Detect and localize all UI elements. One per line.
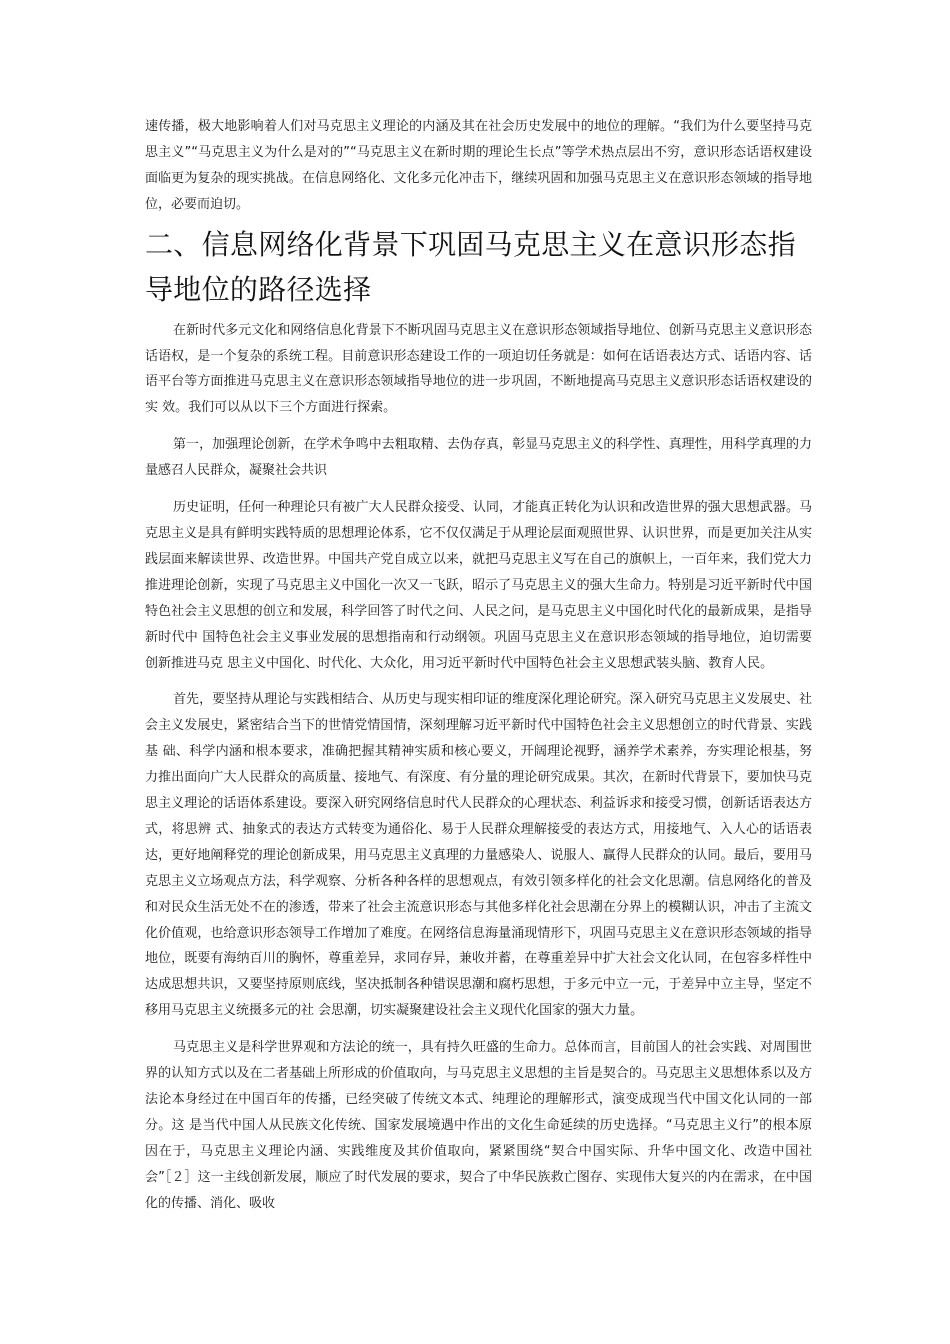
body-paragraph-4: 首先，要坚持从理论与实践相结合、从历史与现实相印证的维度深化理论研究。深入研究马克思主义发展史、社 会主义发展史，紧密结合当下的世情党情国情，深刻理解习近平新时代中国特色社会主义思想创立的时代背景、实践基 础、科学内涵和根本要求，准确把握其精神实质和核心要义，开阔理论视野，涵养学术素养，夯实理论根基，努力推出面向广大人民群众的高质量、接地气、有深度、有分量的理论研究成果。其次，在新时代背景下，要加快马克思主义理论的话语体系建设。要深入研究网络信息时代人民群众的心理状态、利益诉求和接受习惯，创新话语表达方式，将思辨 式、抽象式的表达方式转变为通俗化、易于人民群众理解接受的表达方式，用接地气、入人心的话语表达，更好地阐释党的理论创新成果，用马克思主义真理的力量感染人、说服人、赢得人民群众的认同。最后，要用马克思主义立场观点方法，科学观察、分析各种各样的思想观点，有效引领多样化的社会文化思潮。信息网络化的普及和对民众生活无处不在的渗透，带来了社会主流意识形态与其他多样化社会思潮在分界上的模糊认识，冲击了主流文化价值观，也给意识形态领导工作增加了难度。在网络信息海量涌现情形下，巩固马克思主义在意识形态领域的指导地位，既要有海纳百川的胸怀，尊重差异，求同存异，兼收并蓄，在尊重差异中扩大社会文化认同，在包容多样性中达成思想共识，又要坚持原则底线，坚决抵制各种错误思潮和腐朽思想，于多元中立一元，于差异中立主导，坚定不移用马克思主义统摄多元的社 会思潮，切实凝聚建设社会主义现代化国家的强大力量。 (145, 692, 812, 1019)
document-body (145, 114, 812, 1217)
section-heading: 二、信息网络化背景下巩固马克思主义在意识形态指导地位的路径选择 (145, 227, 796, 306)
body-paragraph-3: 历史证明，任何一种理论只有被广大人民群众接受、认同，才能真正转化为认识和改造世界的强大思想武器。马 克思主义是具有鲜明实践特质的思想理论体系，它不仅仅满足于从理论层面观照世界、认识世界，而是更加关注从实践层面来解读世界、改造世界。中国共产党自成立以来，就把马克思主义写在自己的旗帜上，一百年来，我们党大力推进理论创新，实现了马克思主义中国化一次又一飞跃，昭示了马克思主义的强大生命力。特别是习近平新时代中国特色社会主义思想的创立和发展，科学回答了时代之问、人民之问，是马克思主义中国化时代化的最新成果，是指导新时代中 国特色社会主义事业发展的思想指南和行动纲领。巩固马克思主义在意识形态领域的指导地位，迫切需要创新推进马克 思主义中国化、时代化、大众化，用习近平新时代中国特色社会主义思想武装头脑、教育人民。 (145, 500, 812, 671)
body-paragraph-2: 第一，加强理论创新，在学术争鸣中去粗取精、去伪存真，彰显马克思主义的科学性、真理性，用科学真理的力量感召人民群众，凝聚社会共识 (145, 437, 812, 479)
body-paragraph-1: 在新时代多元文化和网络信息化背景下不断巩固马克思主义在意识形态领域指导地位、创新马克思主义意识形态话语权，是一个复杂的系统工程。目前意识形态建设工作的一项迫切任务就是：如何在话语表达方式、话语内容、话语平台等方面推进马克思主义在意识形态领域指导地位的进一步巩固，不断地提高马克思主义意识形态话语权建设的实 效。我们可以从以下三个方面进行探索。 (145, 322, 812, 416)
body-paragraph-5: 马克思主义是科学世界观和方法论的统一，具有持久旺盛的生命力。总体而言，目前国人的社会实践、对周围世 界的认知方式以及在二者基础上所形成的价值取向，与马克思主义思想的主旨是契合的。马克思主义思想体系以及方法论本身经过在中国百年的传播，已经突破了传统文本式、纯理论的理解形式，演变成现当代中国文化认同的一部分。这 是当代中国人从民族文化传统、国家发展境遇中作出的文化生命延续的历史选择。“马克思主义行”的根本原因在于，马克思主义理论内涵、实践维度及其价值取向，紧紧围绕“契合中国实际、升华中国文化、改造中国社会”［２］这一主线创新发展，顺应了时代发展的要求，契合了中华民族救亡图存、实现伟大复兴的内在需求，在中国化的传播、消化、吸收 (145, 1040, 812, 1211)
intro-paragraph: 速传播，极大地影响着人们对马克思主义理论的内涵及其在社会历史发展中的地位的理解。“我们为什么要坚持马克思主义”“马克思主义为什么是对的”“马克思主义在新时期的理论生长点”等学术热点层出不穷，意识形态话语权建设面临更为复杂的现实挑战。在信息网络化、文化多元化冲击下，继续巩固和加强马克思主义在意识形态领域的指导地位，必要而迫切。 (145, 119, 812, 212)
